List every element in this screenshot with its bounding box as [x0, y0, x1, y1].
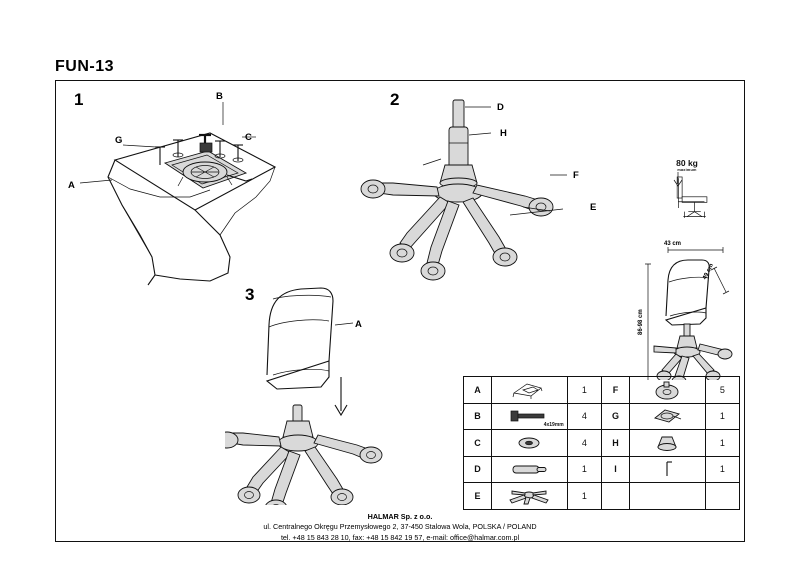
step-2-number: 2	[390, 90, 400, 109]
step-3-number: 3	[245, 285, 255, 304]
caster-wheel-icon	[650, 380, 684, 400]
max-weight-sub: maximum	[677, 168, 697, 172]
part-qty: 5	[705, 377, 739, 404]
dimension-height-label: 86-98 cm	[638, 309, 644, 335]
page-title: FUN-13	[55, 58, 115, 75]
part-letter: B	[464, 403, 492, 430]
part-qty: 4	[567, 430, 601, 457]
gas-lift-icon	[507, 462, 551, 476]
dimension-width-label: 43 cm	[664, 241, 682, 247]
dimension-depth-label: 49 cm	[702, 262, 716, 281]
part-letter: F	[601, 377, 629, 404]
part-letter: D	[464, 456, 492, 483]
footer	[56, 512, 744, 543]
callout-step1-G: G	[115, 135, 123, 146]
part-image-empty	[629, 483, 705, 510]
part-image-bolt	[492, 403, 568, 430]
part-image-seat-plate	[492, 377, 568, 404]
step-1-number: 1	[74, 90, 84, 109]
part-qty: 4	[567, 403, 601, 430]
table-row	[464, 483, 740, 510]
mechanism-plate-icon	[649, 406, 685, 426]
part-image-caster-wheel	[629, 377, 705, 404]
callout-step2-H: H	[500, 128, 507, 139]
table-row	[464, 456, 740, 483]
footer-contact: tel. +48 15 843 28 10, fax: +48 15 842 19 57, e-mail: office@halmar.com.pl	[280, 532, 520, 542]
cone-cover-icon	[652, 433, 682, 453]
part-qty: 1	[567, 483, 601, 510]
part-qty: 1	[705, 403, 739, 430]
part-image-cone-cover	[629, 430, 705, 457]
washer-icon	[514, 435, 544, 451]
seat-plate-icon	[509, 380, 549, 400]
part-image-gas-lift	[492, 456, 568, 483]
footer-company: HALMAR Sp. z o.o.	[367, 512, 433, 521]
callout-step1-B: B	[216, 91, 223, 102]
part-letter	[601, 483, 629, 510]
part-letter: A	[464, 377, 492, 404]
allen-key-icon	[654, 459, 680, 479]
part-image-five-star-base	[492, 483, 568, 510]
part-letter: C	[464, 430, 492, 457]
dimension-panel	[630, 150, 745, 380]
footer-address: ul. Centralnego Okręgu Przemysłowego 2, 37-450 Stalowa Wola, POLSKA / POLAND	[263, 522, 537, 532]
part-qty: 1	[705, 456, 739, 483]
table-row	[464, 430, 740, 457]
step-3-diagram	[225, 265, 385, 505]
part-qty: 1	[567, 377, 601, 404]
part-qty: 1	[705, 430, 739, 457]
part-qty: 1	[567, 456, 601, 483]
callout-step1-C: C	[245, 132, 252, 143]
table-row	[464, 403, 740, 430]
part-letter: H	[601, 430, 629, 457]
part-image-allen-key	[629, 456, 705, 483]
callout-step1-A: A	[68, 180, 75, 191]
part-image-mechanism-plate	[629, 403, 705, 430]
callout-step2-E: E	[590, 202, 597, 213]
table-row	[464, 377, 740, 404]
callout-step3-A: A	[355, 319, 362, 330]
part-image-washer	[492, 430, 568, 457]
part-letter: E	[464, 483, 492, 510]
part-qty	[705, 483, 739, 510]
part-letter: G	[601, 403, 629, 430]
max-weight-badge	[666, 158, 708, 172]
parts-table	[463, 376, 740, 510]
callout-step2-D: D	[497, 102, 504, 113]
part-letter: I	[601, 456, 629, 483]
five-star-base-icon	[504, 486, 554, 506]
callout-step2-F: F	[573, 170, 579, 181]
max-weight-value: 80 kg	[676, 158, 698, 168]
part-note: 4x19mm	[543, 422, 564, 428]
